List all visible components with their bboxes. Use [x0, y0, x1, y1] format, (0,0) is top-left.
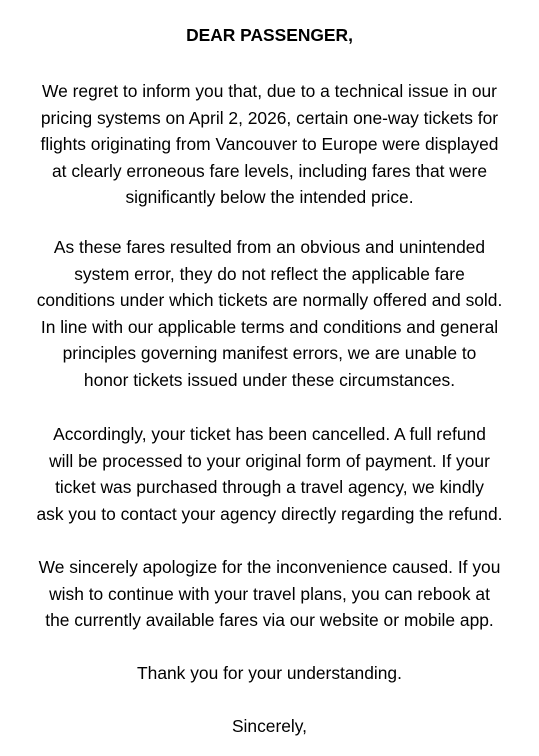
paragraph-line: pricing systems on April 2, 2026, certain one-way tickets for: [40, 107, 499, 128]
paragraph-line: In line with our applicable terms and conditions and general: [40, 316, 499, 337]
paragraph-line: system error, they do not reflect the applicable fare: [74, 263, 465, 284]
paragraph-technical-issue: [0, 78, 539, 211]
paragraph-line: ask you to contact your agency directly regarding the refund.: [36, 503, 503, 524]
paragraph-line: the currently available fares via our website or mobile app.: [45, 610, 494, 630]
paragraph-line: conditions under which tickets are normally offered and sold.: [36, 290, 503, 310]
paragraph-apology: [0, 554, 539, 634]
paragraph-refund: [0, 421, 539, 527]
letter-closing: [0, 713, 539, 740]
paragraph-line: Thank you for your understanding.: [137, 663, 402, 683]
closing-line: Sincerely,: [231, 716, 308, 736]
paragraph-system-error: [0, 234, 539, 393]
paragraph-line: honor tickets issued under these circumstances.: [83, 369, 456, 390]
paragraph-line: We regret to inform you that, due to a technical issue in our: [42, 81, 497, 101]
paragraph-line: principles governing manifest errors, we are unable to: [62, 343, 477, 363]
paragraph-line: at clearly erroneous fare levels, including fares that were: [52, 160, 487, 181]
paragraph-line: will be processed to your original form of payment. If your: [49, 450, 490, 471]
paragraph-line: Accordingly, your ticket has been cancelled. A full refund: [53, 424, 486, 444]
paragraph-line: wish to continue with your travel plans, you can rebook at: [49, 583, 490, 604]
paragraph-line: ticket was purchased through a travel agency, we kindly: [55, 477, 484, 497]
paragraph-line: flights originating from Vancouver to Europe were displayed: [40, 134, 499, 154]
paragraph-line: significantly below the intended price.: [125, 187, 414, 207]
paragraph-line: As these fares resulted from an obvious and unintended: [53, 237, 486, 257]
letter-greeting: DEAR PASSENGER,: [186, 25, 353, 45]
paragraph-thanks: [0, 660, 539, 687]
paragraph-line: We sincerely apologize for the inconvenience caused. If you: [38, 557, 501, 577]
